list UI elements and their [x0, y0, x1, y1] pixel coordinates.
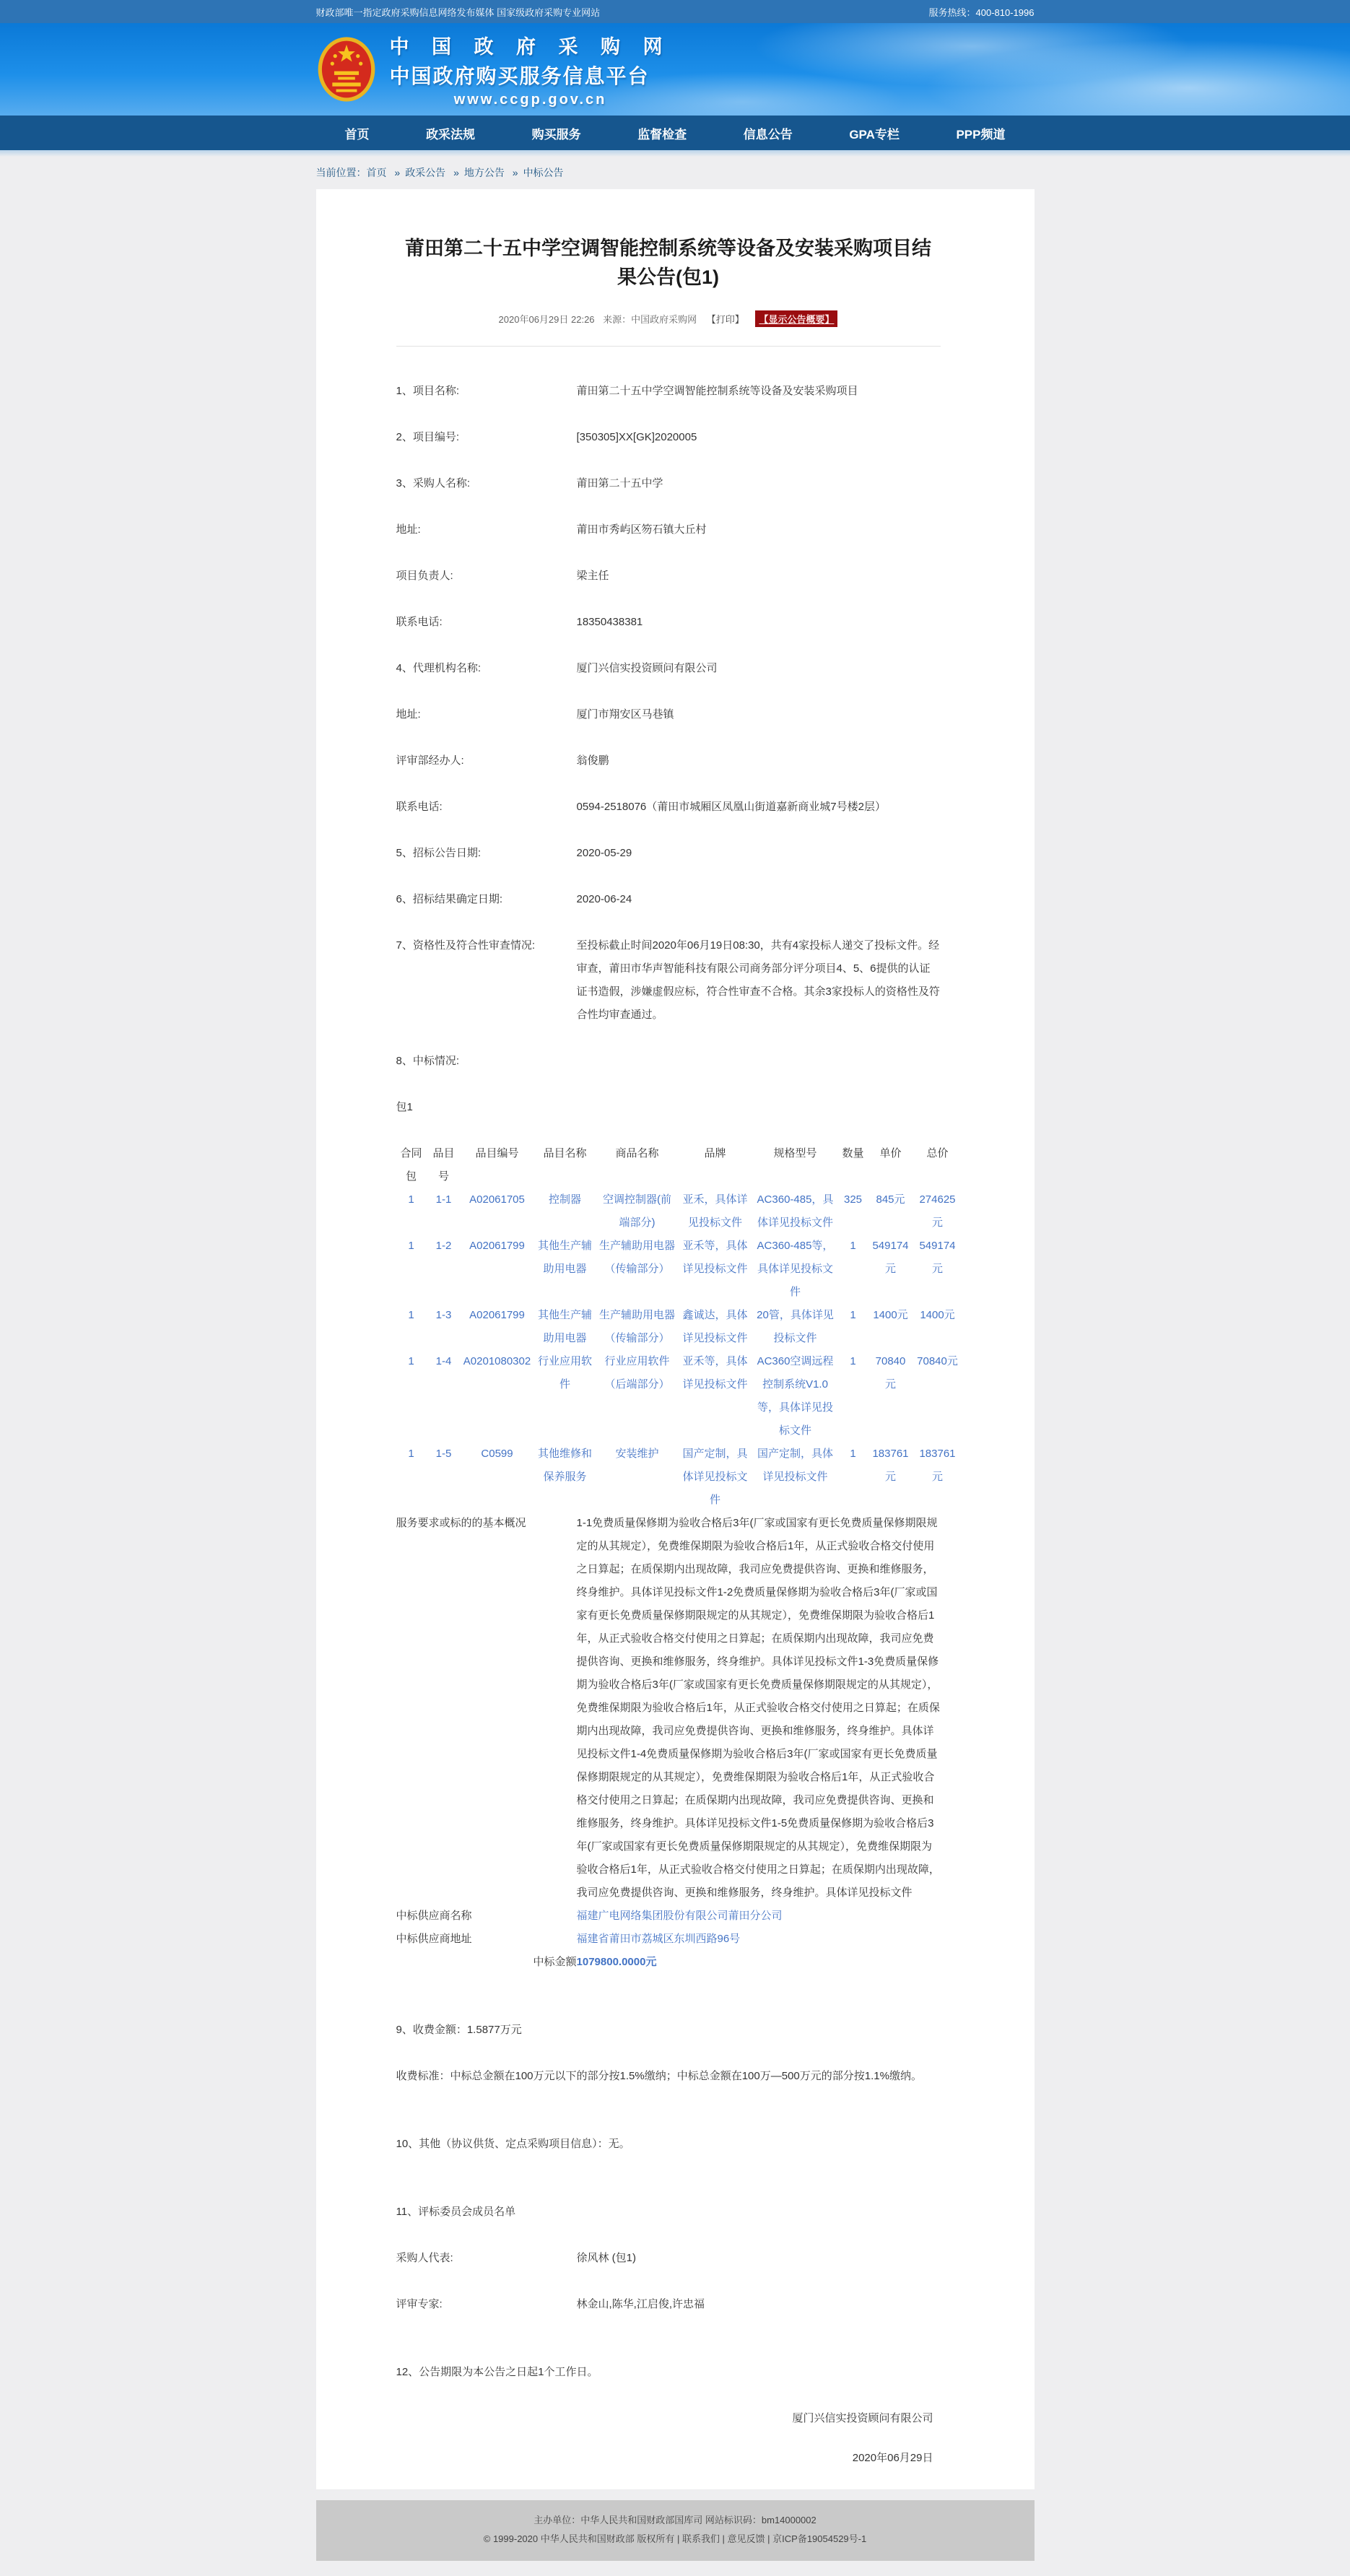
col-item-no: 品目号	[432, 1147, 455, 1183]
info-row-agency-phone: 联系电话: 0594-2518076（莆田市城厢区凤凰山街道嘉新商业城7号楼2层）	[396, 801, 886, 813]
info-row-purchaser-address: 地址: 莆田市秀屿区笏石镇大丘村	[396, 523, 707, 536]
table-cell: AC360-485等，具体详见投标文件	[757, 1240, 834, 1298]
other-info-line: 10、其他（协议供货、定点采购项目信息）：无。	[396, 2138, 630, 2150]
table-cell: 1	[850, 1240, 856, 1252]
table-cell: 1	[850, 1355, 856, 1367]
page-footer	[316, 2500, 1035, 2561]
buyer-representative-row: 采购人代表: 徐风林 (包1)	[396, 2252, 637, 2264]
breadcrumb-separator: »	[394, 167, 401, 178]
winning-supplier-name-link[interactable]: 福建广电网络集团股份有限公司莆田分公司	[576, 1910, 783, 1922]
col-item-name: 品目名称	[543, 1147, 587, 1159]
col-product-name: 商品名称	[615, 1147, 659, 1159]
national-emblem-icon	[316, 35, 377, 104]
divider	[396, 346, 941, 347]
winning-supplier-address-link[interactable]: 福建省莆田市荔城区东圳西路96号	[576, 1933, 741, 1945]
info-row-project-name: 1、项目名称: 莆田第二十五中学空调智能控制系统等设备及安装采购项目	[396, 385, 858, 397]
site-logo	[390, 31, 671, 108]
table-cell: 1	[850, 1448, 856, 1460]
breadcrumb-local[interactable]: 地方公告	[463, 167, 505, 178]
table-cell: 1	[850, 1309, 856, 1321]
site-subtitle: 中国政府购买服务信息平台	[389, 64, 650, 87]
award-table	[396, 1142, 962, 1512]
package-label: 包1	[396, 1101, 413, 1113]
col-spec-model: 规格型号	[773, 1147, 817, 1159]
table-cell: 行业应用软件	[537, 1355, 592, 1391]
fee-standard-line: 收费标准：中标总金额在100万元以下的部分按1.5%缴纳；中标总金额在100万—500万元的部分按1.1%缴纳。	[396, 2070, 922, 2082]
table-cell: 国产定制，具体详见投标文件	[682, 1448, 748, 1506]
table-cell: 生产辅助用电器（传输部分）	[598, 1309, 675, 1344]
table-cell: 70840元	[917, 1355, 958, 1367]
review-experts-row: 评审专家: 林金山,陈华,江启俊,许忠福	[396, 2298, 705, 2310]
table-cell: 549174元	[919, 1240, 956, 1275]
winning-supplier-address-row: 中标供应商地址 福建省莆田市荔城区东圳西路96号	[396, 1933, 741, 1945]
service-requirements-row: 服务要求或标的的基本概况 1-1免费质量保修期为验收合格后3年(厂家或国家有更长免费质量保修期限规定的从其规定），免费维保期限为验收合格后1年，从正式验收合格交付使用之日算起；在质保期内出现故障，我司应免费提供咨询、更换和维修服务，终身维护。具体详见投标文件1-2免费质量保修期为验收合格后3年(厂家或国家有更长免费质量保修期限规定的从其规定），免费维保期限为验收合格后1年，从正式验收合格交付使用之日算起；在质保期内出现故障，我司应免费提供咨询、更换和维修服务，终身维护。具体详见投标文件1-3免费质量保修期为验收合格后3年(厂家或国家有更长免费质量保修期限规定的从其规定），免费维保期限为验收合格后1年，从正式验收合格交付使用之日算起；在质保期内出现故障，我司应免费提供咨询、更换和维修服务，终身维护。具体详见投标文件1-4免费质量保修期为验收合格后3年(厂家或国家有更长免费质量保修期限规定的从其规定），免费维保期限为验收合格后1年，从正式验收合格交付使用之日算起；在质保期内出现故障，我司应免费提供咨询、更换和维修服务，终身维护。具体详见投标文件1-5免费质量保修期为验收合格后3年(厂家或国家有更长免费质量保修期限规定的从其规定），免费维保期限为验收合格后1年，从正式验收合格交付使用之日算起；在质保期内出现故障，我司应免费提供咨询、更换和维修服务，终身维护。具体详见投标文件	[396, 1517, 940, 1899]
table-cell: A02061705	[469, 1193, 525, 1206]
info-row-review-handler: 评审部经办人: 翁俊鹏	[396, 754, 609, 767]
table-row	[396, 1188, 962, 1235]
table-row	[396, 1235, 962, 1304]
col-quantity: 数量	[842, 1147, 864, 1159]
award-amount-line: 中标金额1079800.0000元	[533, 1956, 657, 1968]
top-utility-bar	[0, 0, 1350, 23]
table-cell: C0599	[481, 1448, 513, 1460]
table-cell: 1-3	[435, 1309, 452, 1321]
table-cell: 空调控制器(前端部分)	[603, 1193, 671, 1229]
footer-copyright-line: © 1999-2020 中华人民共和国财政部 版权所有 | 联系我们 | 意见反馈 | 京ICP备19054529号-1	[483, 2533, 867, 2544]
award-amount-value: 1079800.0000元	[576, 1956, 657, 1968]
source-label: 来源：中国政府采购网	[603, 314, 697, 325]
info-row-project-number: 2、项目编号: [350305]XX[GK]2020005	[396, 431, 697, 443]
table-cell: 845元	[876, 1193, 905, 1206]
table-cell: A0201080302	[463, 1355, 531, 1367]
table-cell: 1400元	[873, 1309, 908, 1321]
table-cell: 1-1	[435, 1193, 452, 1206]
nav-item-ppp[interactable]: PPP频道	[956, 127, 1006, 142]
info-row-agency-name: 4、代理机构名称: 厦门兴信实投资顾问有限公司	[396, 662, 718, 674]
breadcrumb-home[interactable]: 首页	[366, 167, 387, 178]
footer-host-line: 主办单位：中华人民共和国财政部国库司 网站标识码：bm14000002	[534, 2515, 816, 2525]
table-cell: 1	[408, 1448, 414, 1460]
page-title: 莆田第二十五中学空调智能控制系统等设备及安装采购项目结果公告(包1)	[405, 238, 931, 288]
table-cell: AC360-485，具体详见投标文件	[757, 1193, 834, 1229]
info-row-purchaser: 3、采购人名称: 莆田第二十五中学	[396, 477, 663, 489]
table-row	[396, 1304, 962, 1350]
signature-date: 2020年06月29日	[852, 2452, 933, 2464]
nav-item-gpa[interactable]: GPA专栏	[849, 127, 900, 142]
show-summary-button[interactable]: 【显示公告概要】	[755, 310, 837, 327]
nav-item-purchase-services[interactable]: 购买服务	[531, 127, 581, 142]
table-cell: 325	[843, 1193, 863, 1206]
table-cell: 1	[408, 1309, 414, 1321]
info-row-qualification-review: 7、资格性及符合性审查情况: 至投标截止时间2020年06月19日08:30，共有4家投标人递交了投标文件。经审查，莆田市华声智能科技有限公司商务部分评分项目4、5、6提供的认证证书造假，涉嫌虚假应标，符合性审查不合格。其余3家投标人的资格性及符合性均审查通过。	[396, 939, 940, 1021]
breadcrumb-award[interactable]: 中标公告	[523, 167, 564, 178]
col-item-code: 品目编号	[475, 1147, 519, 1159]
table-cell: 183761元	[919, 1448, 956, 1483]
breadcrumb	[316, 157, 1035, 189]
site-slogan: 财政部唯一指定政府采购信息网络发布媒体 国家级政府采购专业网站	[315, 6, 601, 18]
table-cell: A02061799	[469, 1309, 525, 1321]
table-cell: 274625元	[919, 1193, 956, 1229]
nav-item-supervision[interactable]: 监督检查	[637, 127, 687, 142]
nav-fade-strip	[0, 150, 1350, 157]
nav-item-home[interactable]: 首页	[344, 127, 370, 142]
breadcrumb-separator: »	[453, 167, 459, 178]
print-button[interactable]: 【打印】	[706, 314, 744, 325]
table-cell: 安装维护	[615, 1448, 659, 1460]
table-cell: 亚禾等，具体详见投标文件	[682, 1355, 748, 1391]
table-cell: 1-2	[435, 1240, 452, 1252]
table-row	[396, 1443, 962, 1512]
table-cell: 行业应用软件（后端部分）	[604, 1355, 670, 1391]
info-row-agency-address: 地址: 厦门市翔安区马巷镇	[396, 708, 674, 721]
signature-company: 厦门兴信实投资顾问有限公司	[792, 2412, 933, 2424]
info-row-purchaser-phone: 联系电话: 18350438381	[396, 616, 643, 628]
table-cell: 1-4	[435, 1355, 452, 1367]
signature-block	[396, 2407, 941, 2470]
announcement-box	[316, 189, 1035, 2489]
table-cell: 控制器	[548, 1193, 581, 1206]
table-cell: 20管，具体详见投标文件	[757, 1309, 834, 1344]
breadcrumb-separator: »	[512, 167, 518, 178]
announcement-period-line: 12、公告期限为本公告之日起1个工作日。	[396, 2366, 598, 2378]
table-cell: 1	[408, 1240, 414, 1252]
table-cell: 1400元	[920, 1309, 955, 1321]
table-cell: 生产辅助用电器（传输部分）	[598, 1240, 675, 1275]
info-row-result-date: 6、招标结果确定日期: 2020-06-24	[396, 893, 632, 905]
table-cell: 亚禾等，具体详见投标文件	[682, 1240, 748, 1275]
service-hotline: 服务热线：400-810-1996	[928, 6, 1035, 18]
nav-item-announcements[interactable]: 信息公告	[743, 127, 793, 142]
table-row	[396, 1350, 962, 1443]
article-meta	[396, 310, 941, 327]
table-cell: 其他维修和保养服务	[537, 1448, 592, 1483]
section8-heading: 8、中标情况:	[396, 1055, 460, 1067]
table-cell: 1	[408, 1193, 414, 1206]
table-header-row	[396, 1142, 962, 1188]
info-row-tender-date: 5、招标公告日期: 2020-05-29	[396, 847, 632, 859]
committee-heading: 11、评标委员会成员名单	[396, 2206, 516, 2218]
table-cell: 70840元	[875, 1355, 906, 1391]
col-contract-package: 合同包	[400, 1147, 422, 1183]
publish-datetime: 2020年06月29日 22:26	[498, 314, 595, 325]
table-cell: 1	[408, 1355, 414, 1367]
site-name: 中 国 政 府 采 购 网	[389, 35, 671, 58]
table-cell: 亚禾，具体详见投标文件	[682, 1193, 748, 1229]
table-cell: 549174元	[872, 1240, 909, 1275]
table-cell: A02061799	[469, 1240, 525, 1252]
nav-item-regulations[interactable]: 政采法规	[426, 127, 476, 142]
table-cell: AC360空调远程控制系统V1.0等，具体详见投标文件	[757, 1355, 834, 1437]
main-nav	[0, 116, 1350, 150]
table-cell: 国产定制，具体详见投标文件	[757, 1448, 833, 1483]
fee-amount-line: 9、收费金额：1.5877万元	[396, 2024, 522, 2036]
table-cell: 其他生产辅助用电器	[537, 1309, 592, 1344]
breadcrumb-prefix: 当前位置：	[315, 167, 367, 178]
site-banner	[0, 23, 1350, 116]
winning-supplier-name-row: 中标供应商名称 福建广电网络集团股份有限公司莆田分公司	[396, 1910, 783, 1922]
breadcrumb-zhengcai[interactable]: 政采公告	[405, 167, 446, 178]
table-cell: 其他生产辅助用电器	[537, 1240, 592, 1275]
info-row-project-leader: 项目负责人: 梁主任	[396, 570, 609, 582]
col-unit-price: 单价	[879, 1147, 902, 1159]
table-cell: 鑫诚达，具体详见投标文件	[682, 1309, 748, 1344]
table-cell: 1-5	[435, 1448, 452, 1460]
col-brand: 品牌	[704, 1147, 726, 1159]
col-total-price: 总价	[926, 1147, 949, 1159]
table-cell: 183761元	[872, 1448, 909, 1483]
site-domain: www.ccgp.gov.cn	[453, 91, 607, 108]
bottom-spacer	[0, 2561, 1350, 2576]
